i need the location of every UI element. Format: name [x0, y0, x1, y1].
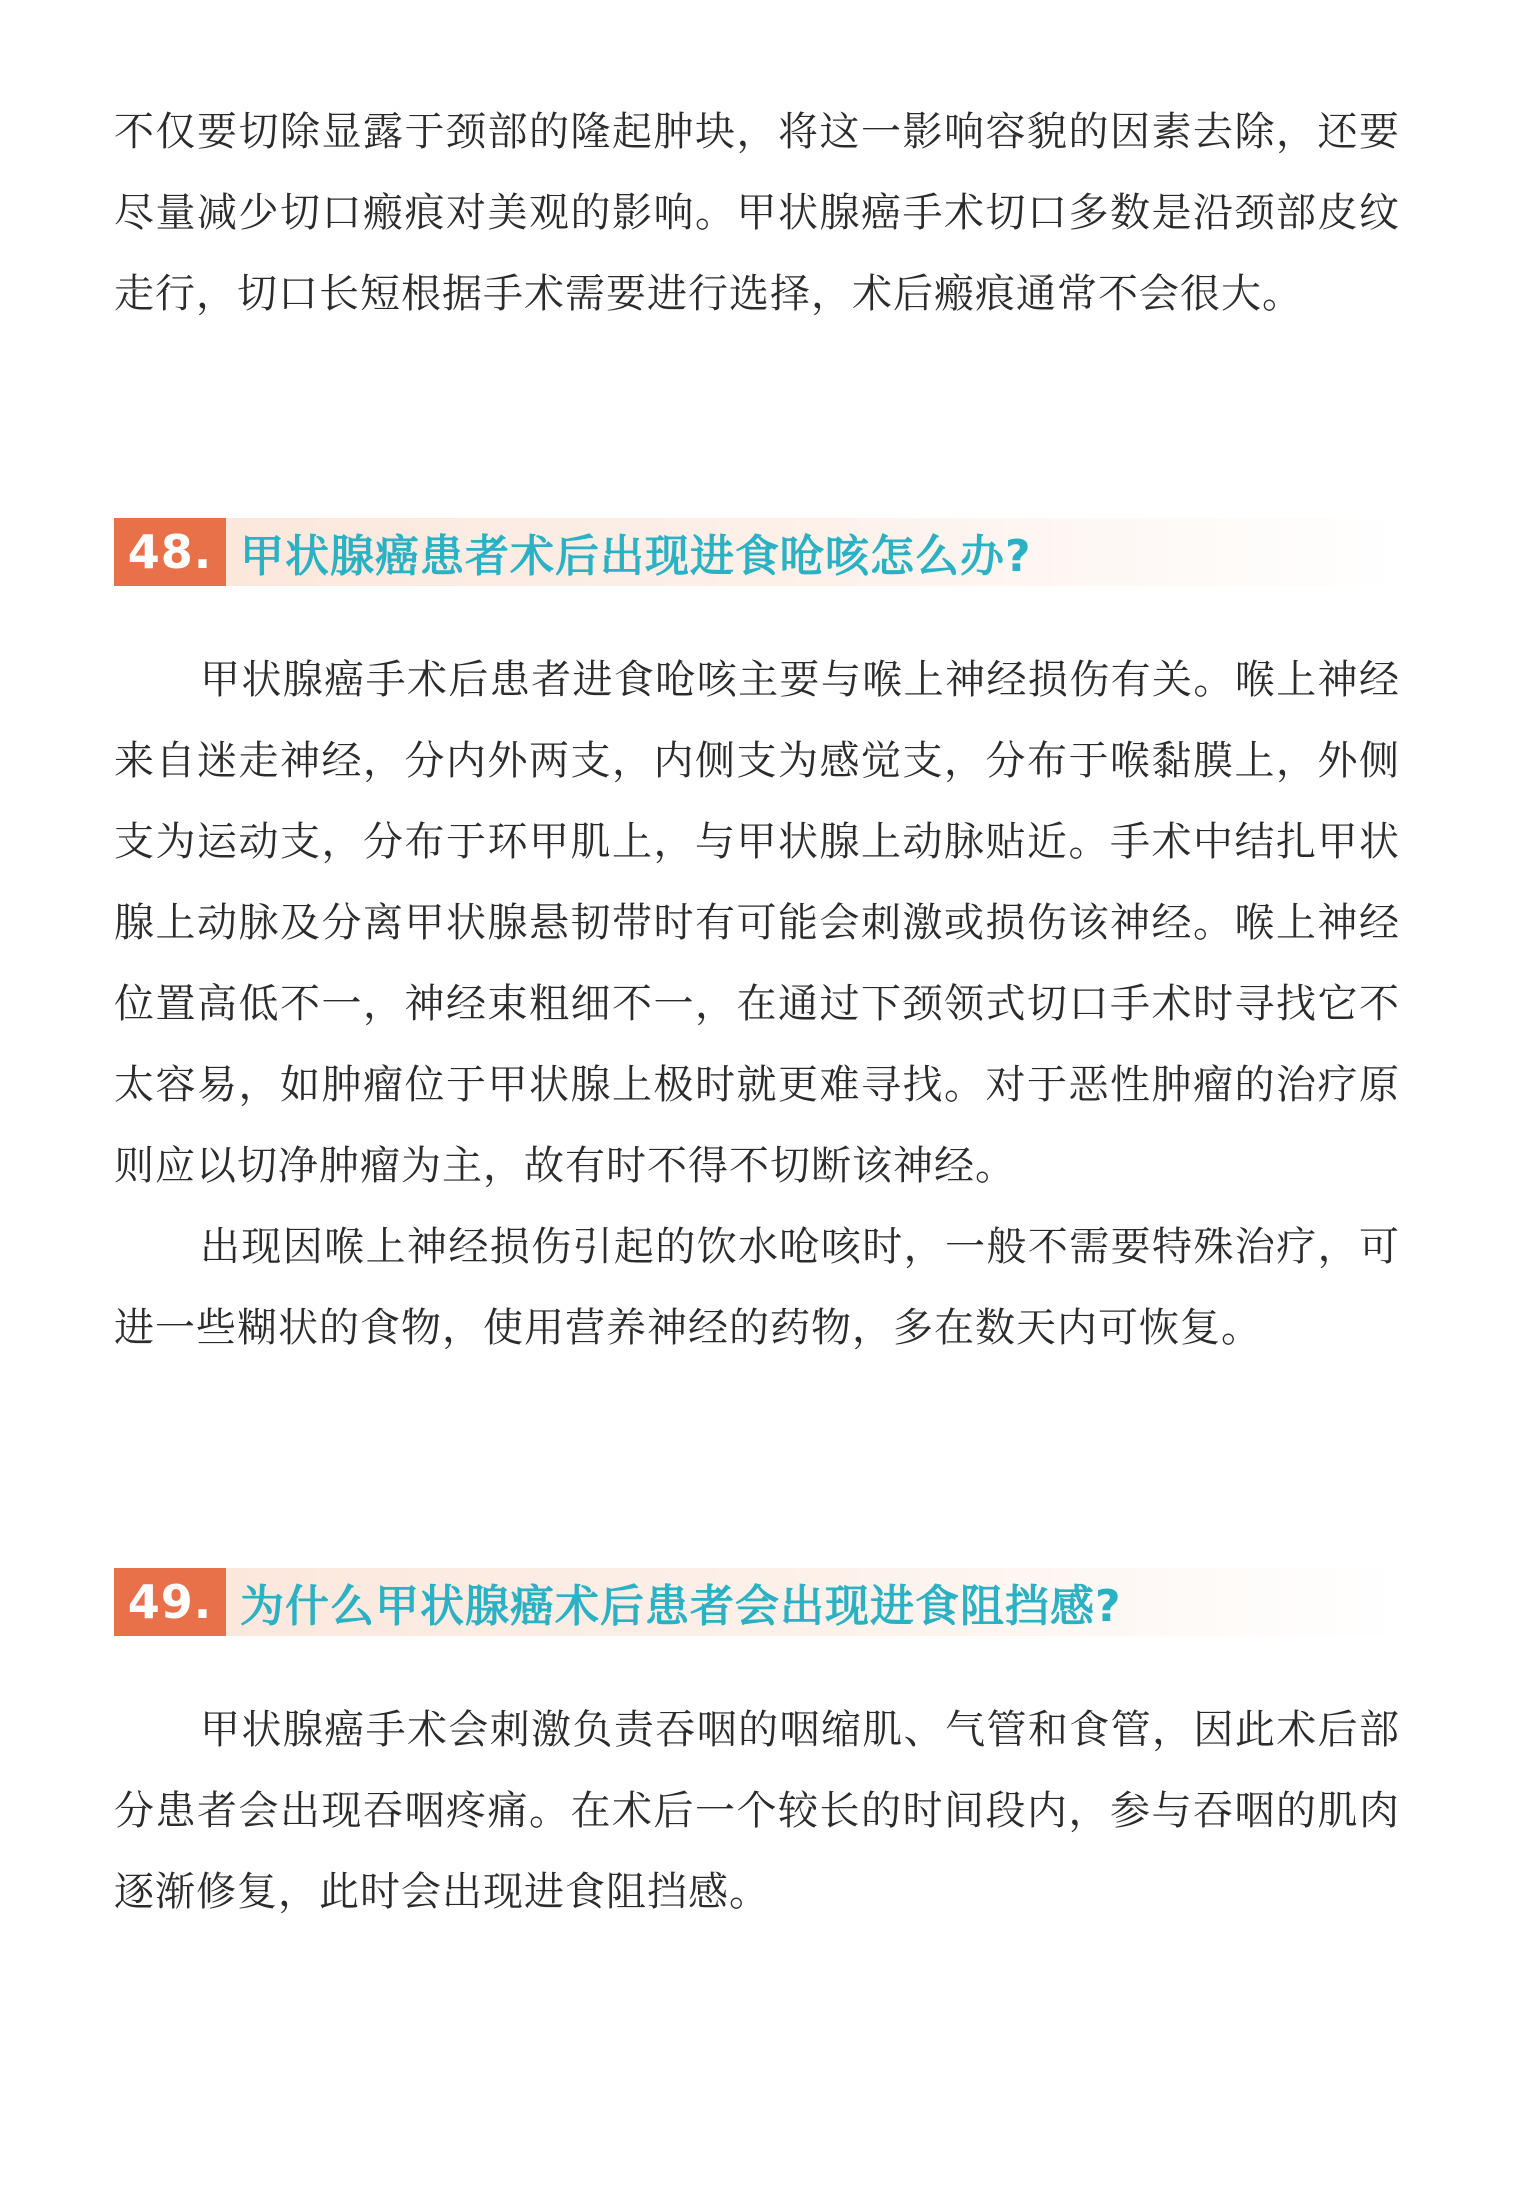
section-48 — [114, 518, 1400, 1369]
section-title: 为什么甲状腺癌术后患者会出现进食阻挡感? — [240, 1581, 1122, 1632]
section-paragraph: 甲状腺癌手术后患者进食呛咳主要与喉上神经损伤有关。喉上神经来自迷走神经，分内外两支，内侧支为感觉支，分布于喉黏膜上，外侧支为运动支，分布于环甲肌上，与甲状腺上动脉贴近。手术中结扎甲状腺上动脉及分离甲状腺悬韧带时有可能会刺激或损伤该神经。喉上神经位置高低不一，神经束粗细不一，在通过下颈领式切口手术时寻找它不太容易，如肿瘤位于甲状腺上极时就更难寻找。对于恶性肿瘤的治疗原则应以切净肿瘤为主，故有时不得不切断该神经。 — [114, 657, 1400, 1189]
section-body — [114, 640, 1400, 1369]
section-number-badge: 48. — [114, 518, 226, 586]
section-number-badge: 49. — [114, 1568, 226, 1636]
section-paragraph: 出现因喉上神经损伤引起的饮水呛咳时，一般不需要特殊治疗，可进一些糊状的食物，使用营养神经的药物，多在数天内可恢复。 — [114, 1224, 1400, 1351]
section-49 — [114, 1568, 1400, 1933]
intro-text-block — [114, 92, 1400, 335]
section-paragraph: 甲状腺癌手术会刺激负责吞咽的咽缩肌、气管和食管，因此术后部分患者会出现吞咽疼痛。在术后一个较长的时间段内，参与吞咽的肌肉逐渐修复，此时会出现进食阻挡感。 — [114, 1707, 1400, 1915]
section-title: 甲状腺癌患者术后出现进食呛咳怎么办? — [240, 531, 1032, 582]
section-heading — [114, 518, 1400, 586]
section-body — [114, 1690, 1400, 1933]
intro-paragraph: 不仅要切除显露于颈部的隆起肿块，将这一影响容貌的因素去除，还要尽量减少切口瘢痕对美观的影响。甲状腺癌手术切口多数是沿颈部皮纹走行，切口长短根据手术需要进行选择，术后瘢痕通常不会很大。 — [114, 109, 1400, 317]
section-heading — [114, 1568, 1400, 1636]
